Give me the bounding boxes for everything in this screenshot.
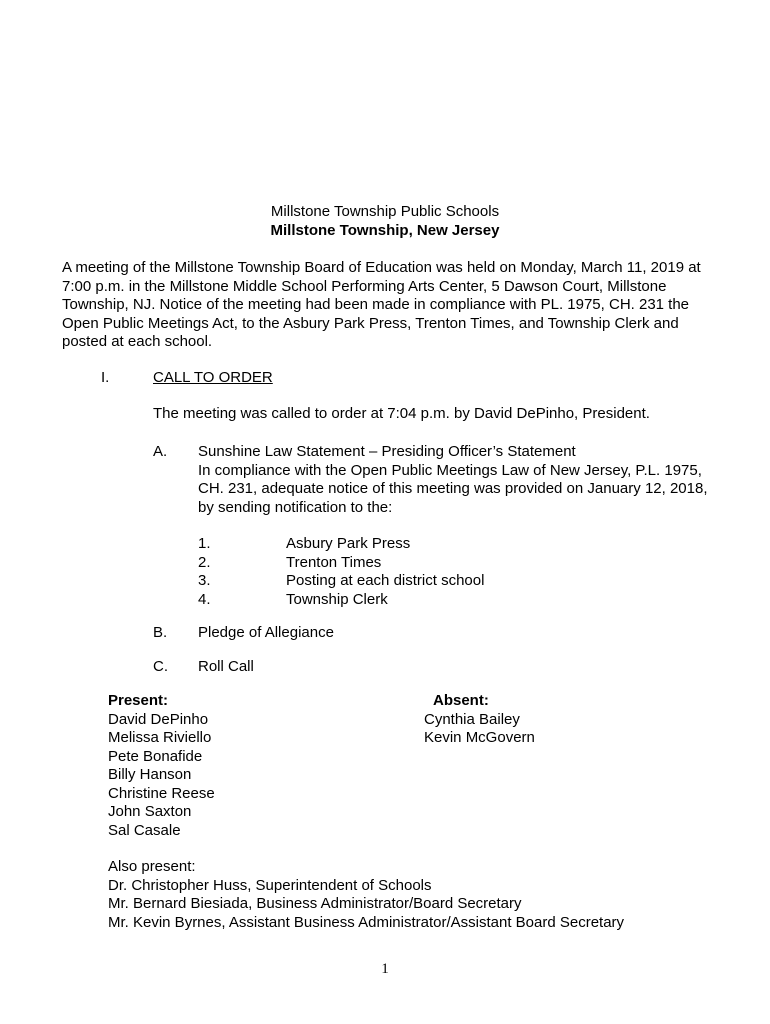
also-present-person: Dr. Christopher Huss, Superintendent of Schools <box>108 876 432 894</box>
intro-line: posted at each school. <box>62 333 213 350</box>
present-member: Melissa Riviello <box>108 729 212 746</box>
item-a-line: CH. 231, adequate notice of this meeting was provided on January 12, 2018, <box>198 480 708 497</box>
notification-list-numbers <box>198 535 211 609</box>
present-member: David DePinho <box>108 710 209 728</box>
also-present-list <box>108 858 624 932</box>
absent-member: Cynthia Bailey <box>424 710 520 728</box>
section-numeral: I. <box>101 369 110 386</box>
item-b-text: Pledge of Allegiance <box>198 624 334 641</box>
notification-list-items <box>286 535 484 609</box>
list-number: 1. <box>198 535 211 552</box>
present-list <box>108 692 215 840</box>
section-title: CALL TO ORDER <box>153 369 273 386</box>
item-a-text <box>198 443 708 517</box>
item-a-letter: A. <box>153 443 168 460</box>
present-member: John Saxton <box>108 803 192 820</box>
absent-list <box>424 692 535 748</box>
absent-member: Kevin McGovern <box>424 729 535 746</box>
item-c-text: Roll Call <box>198 658 254 675</box>
intro-line: Township, NJ. Notice of the meeting had been made in compliance with PL. 1975, CH. 231 the <box>62 296 690 313</box>
item-a-line: by sending notification to the: <box>198 498 393 516</box>
intro-line: A meeting of the Millstone Township Board of Education was held on Monday, March 11, 2019 at <box>62 259 701 276</box>
district-name: Millstone Township Public Schools <box>270 203 500 220</box>
also-present-label: Also present: <box>108 858 196 875</box>
item-a-line: Sunshine Law Statement – Presiding Officer’s Statement <box>198 443 576 460</box>
intro-line: 7:00 p.m. in the Millstone Middle School Performing Arts Center, 5 Dawson Court, Millstone <box>62 277 667 295</box>
location-heading: Millstone Township, New Jersey <box>270 222 500 239</box>
present-member: Sal Casale <box>108 821 181 839</box>
present-member: Pete Bonafide <box>108 747 203 765</box>
also-present-person: Mr. Kevin Byrnes, Assistant Business Administrator/Assistant Board Secretary <box>108 913 625 931</box>
item-a-line: In compliance with the Open Public Meetings Law of New Jersey, P.L. 1975, <box>198 461 702 479</box>
present-label: Present: <box>108 692 169 709</box>
item-c-letter: C. <box>153 658 168 675</box>
list-number: 4. <box>198 590 211 608</box>
present-member: Billy Hanson <box>108 766 192 783</box>
list-item: Trenton Times <box>286 553 382 571</box>
list-item: Township Clerk <box>286 590 388 608</box>
absent-label: Absent: <box>433 692 489 709</box>
list-number: 3. <box>198 572 211 589</box>
call-to-order-text: The meeting was called to order at 7:04 p.m. by David DePinho, President. <box>153 405 650 422</box>
present-member: Christine Reese <box>108 784 215 802</box>
list-number: 2. <box>198 553 211 571</box>
item-b-letter: B. <box>153 624 168 641</box>
page-number: 1 <box>381 961 389 977</box>
intro-line: Open Public Meetings Act, to the Asbury Park Press, Trenton Times, and Township Clerk and <box>62 314 679 332</box>
also-present-person: Mr. Bernard Biesiada, Business Administrator/Board Secretary <box>108 895 522 912</box>
list-item: Posting at each district school <box>286 572 485 589</box>
intro-paragraph <box>62 259 718 352</box>
list-item: Asbury Park Press <box>286 535 411 552</box>
